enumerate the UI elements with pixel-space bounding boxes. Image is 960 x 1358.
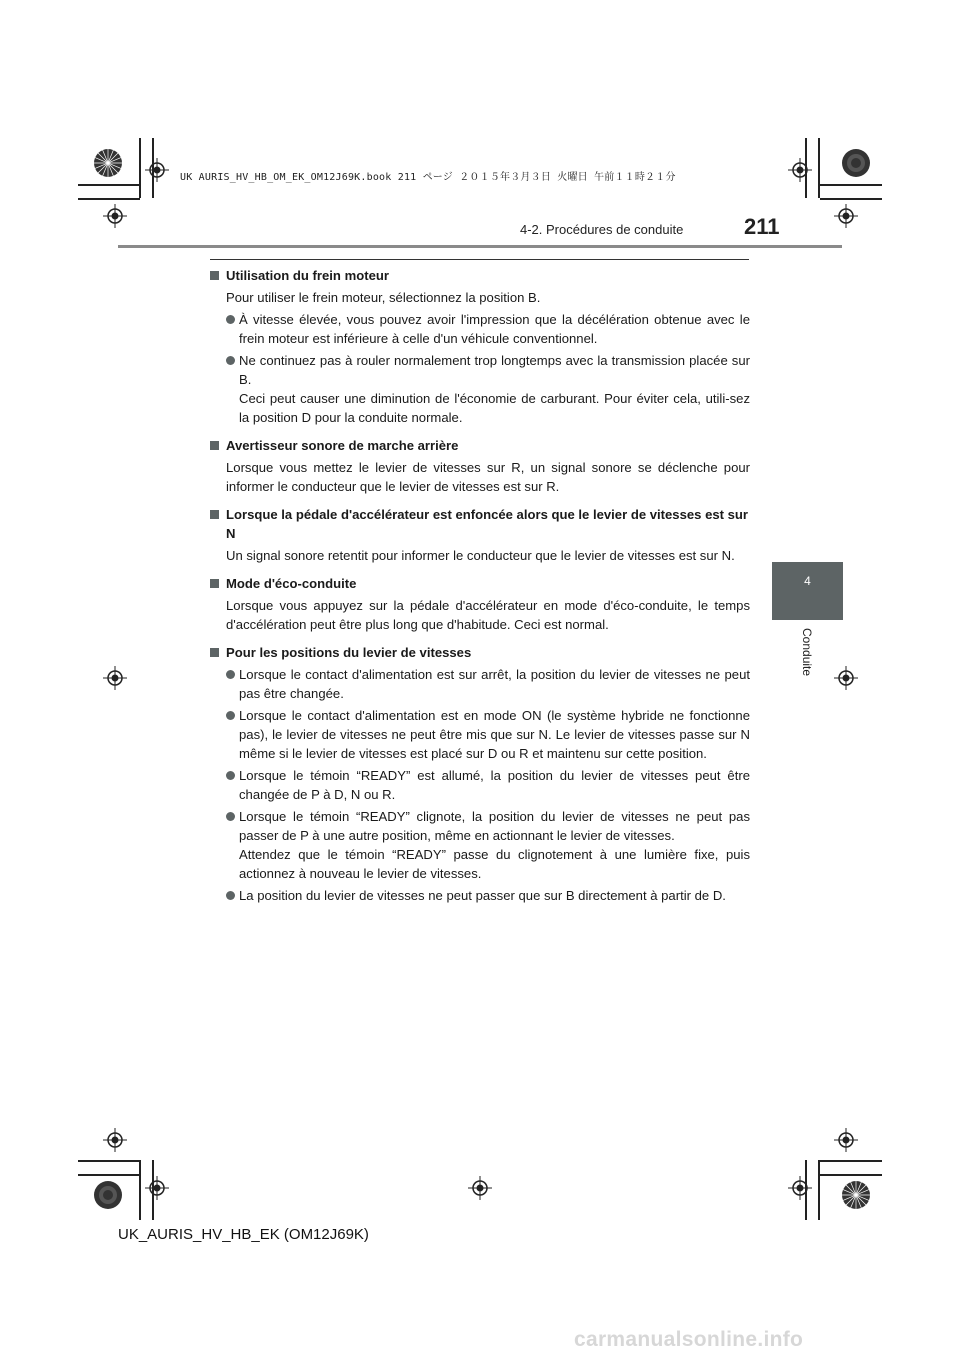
main-content xyxy=(210,266,750,914)
bullet-item xyxy=(210,886,750,905)
bullet-text: Lorsque le contact d'alimentation est en mode ON (le système hybride ne fonctionne pas), le levier de vitesses ne peut être mis que sur N. Le levier de vitesses passe sur N même si le levier de vitesses est placé sur D ou R et maintenu sur cette position. xyxy=(239,708,750,761)
color-rosette-icon xyxy=(841,1180,871,1210)
section xyxy=(210,574,750,634)
content-top-rule xyxy=(210,259,749,260)
registration-mark-icon xyxy=(468,1176,492,1200)
registration-mark-icon xyxy=(145,158,169,182)
section-heading: Lorsque la pédale d'accélérateur est enfoncée alors que le levier de vitesses est sur N xyxy=(210,505,750,543)
color-rosette-icon xyxy=(841,148,871,178)
color-rosette-icon xyxy=(93,148,123,178)
section-heading: Utilisation du frein moteur xyxy=(210,266,750,285)
registration-mark-icon xyxy=(788,158,812,182)
section xyxy=(210,266,750,427)
book-info-line: UK AURIS_HV_HB_OM_EK_OM12J69K.book 211 ページ ２０１５年３月３日 火曜日 午前１１時２１分 xyxy=(180,172,676,183)
bullet-text: Lorsque le témoin “READY” est allumé, la position du levier de vitesses peut être changée de P à D, N ou R. xyxy=(239,768,750,802)
chapter-number: 4 xyxy=(804,574,811,588)
bullet-text: Ceci peut causer une diminution de l'économie de carburant. Pour éviter cela, utili-sez la position D pour la conduite normale. xyxy=(239,391,750,425)
section-heading: Mode d'éco-conduite xyxy=(210,574,750,593)
section-title: 4-2. Procédures de conduite xyxy=(520,222,684,237)
bullet-text: À vitesse élevée, vous pouvez avoir l'impression que la décélération obtenue avec le frein moteur est inférieure à celle d'un véhicule conventionnel. xyxy=(239,312,750,346)
section xyxy=(210,436,750,496)
bullet-item xyxy=(210,665,750,703)
section-heading: Pour les positions du levier de vitesses xyxy=(210,643,750,662)
bullet-text: Lorsque le contact d'alimentation est sur arrêt, la position du levier de vitesses ne peut pas être changée. xyxy=(239,667,750,701)
bullet-item xyxy=(210,706,750,763)
chapter-tab xyxy=(772,562,843,620)
chapter-label: Conduite xyxy=(800,628,814,677)
bullet-item xyxy=(210,310,750,348)
manual-code: UK_AURIS_HV_HB_EK (OM12J69K) xyxy=(118,1226,369,1243)
section-intro: Pour utiliser le frein moteur, sélectionnez la position B. xyxy=(226,290,541,305)
registration-mark-icon xyxy=(145,1176,169,1200)
bullet-text: Ne continuez pas à rouler normalement trop longtemps avec la transmission placée sur B. xyxy=(239,353,750,387)
registration-mark-icon xyxy=(834,666,858,690)
header-rule xyxy=(118,245,842,248)
watermark-text: carmanualsonline.info xyxy=(574,1328,804,1351)
bullet-text: Lorsque le témoin “READY” clignote, la position du levier de vitesses ne peut pas passer de P à une autre position, même en actionnant le levier de vitesses. xyxy=(239,809,750,843)
bullet-text: La position du levier de vitesses ne peut passer que sur B directement à partir de D. xyxy=(239,888,726,903)
registration-mark-icon xyxy=(834,1128,858,1152)
color-rosette-icon xyxy=(93,1180,123,1210)
registration-mark-icon xyxy=(834,204,858,228)
section-heading: Avertisseur sonore de marche arrière xyxy=(210,436,750,455)
section-intro: Lorsque vous mettez le levier de vitesses sur R, un signal sonore se déclenche pour informer le conducteur que le levier de vitesses est sur R. xyxy=(226,460,750,494)
registration-mark-icon xyxy=(788,1176,812,1200)
section-intro: Un signal sonore retentit pour informer le conducteur que le levier de vitesses est sur N. xyxy=(226,548,735,563)
registration-mark-icon xyxy=(103,666,127,690)
page-number: 211 xyxy=(744,214,780,239)
bullet-item xyxy=(210,807,750,883)
section-intro: Lorsque vous appuyez sur la pédale d'accélérateur en mode d'éco-conduite, le temps d'accélération peut être plus long que d'habitude. Ceci est normal. xyxy=(226,598,750,632)
bullet-text: Attendez que le témoin “READY” passe du clignotement à une lumière fixe, puis actionnez à nouveau le levier de vitesses. xyxy=(239,847,750,881)
bullet-item xyxy=(210,351,750,427)
bullet-item xyxy=(210,766,750,804)
section xyxy=(210,505,750,565)
section xyxy=(210,643,750,905)
registration-mark-icon xyxy=(103,204,127,228)
registration-mark-icon xyxy=(103,1128,127,1152)
